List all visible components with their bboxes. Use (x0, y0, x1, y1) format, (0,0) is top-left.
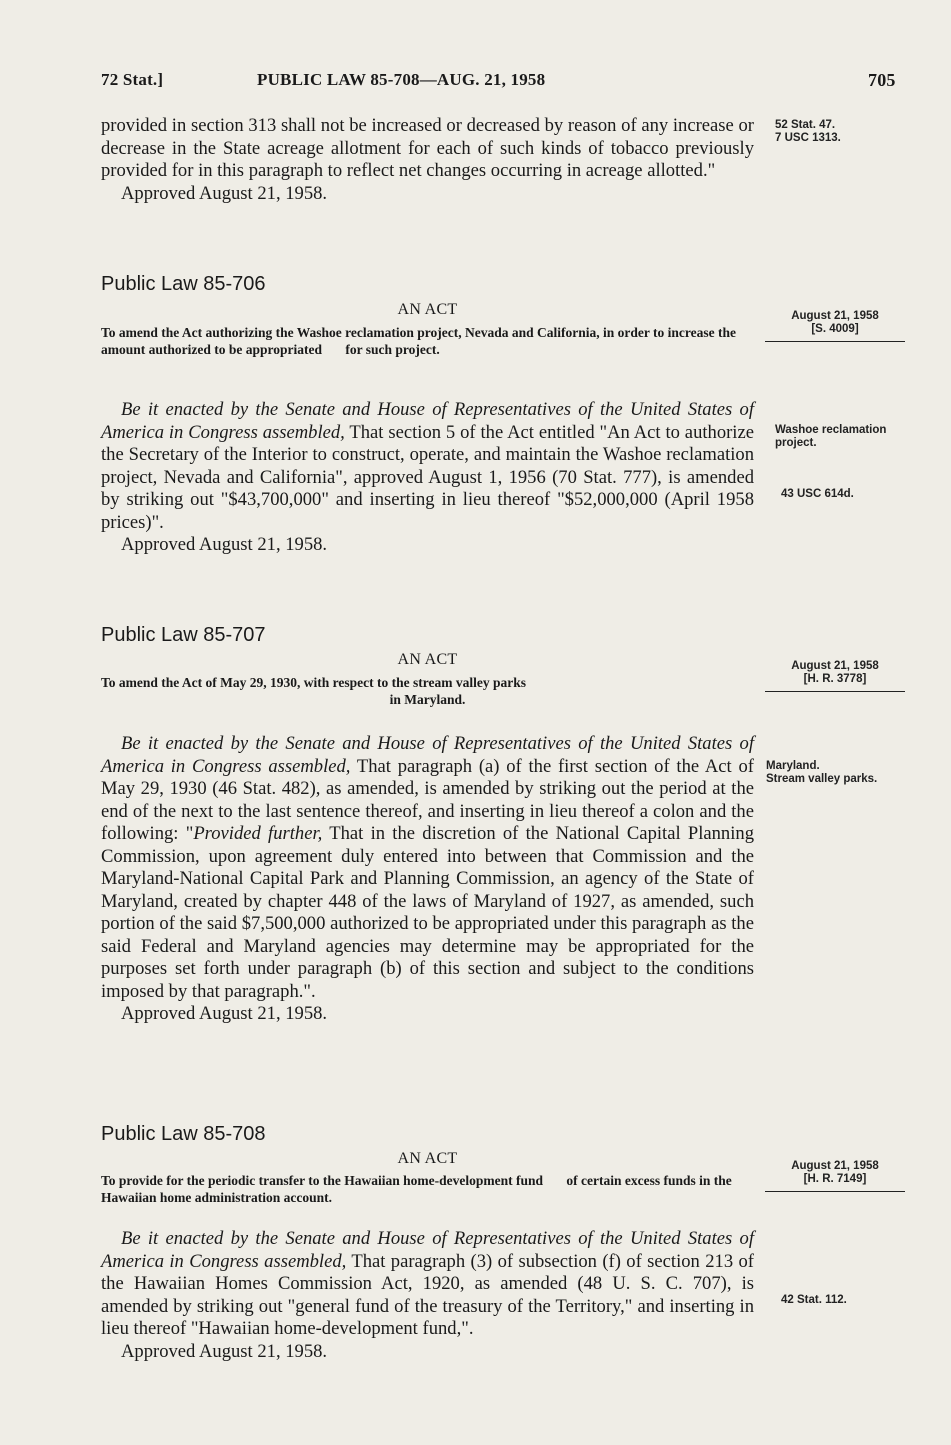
law-706-date-block (765, 310, 905, 342)
law-707-text (101, 733, 754, 1026)
law-706-purpose (101, 324, 754, 358)
law-706-act-heading: AN ACT (397, 301, 458, 318)
law-706-enacting-clause: Be it enacted by the Senate and House of Representatives of the United States of America in Congress assembled, (101, 399, 754, 443)
page-number: 705 (868, 70, 896, 90)
continuation-approved: Approved August 21, 1958. (121, 182, 328, 204)
law-707-date: August 21, 1958 (791, 660, 879, 672)
law-706-approved: Approved August 21, 1958. (121, 534, 328, 555)
law-708-purpose-line-1: To provide for the periodic transfer to the Hawaiian home-development fund (101, 1173, 543, 1188)
margin-note-line-1: 52 Stat. 47. (775, 119, 836, 131)
header-stat-reference: 72 Stat.] (101, 70, 164, 89)
law-707-margin (766, 760, 906, 786)
law-706-title: Public Law 85-706 (101, 273, 266, 295)
margin-note-stat (775, 119, 841, 145)
law-706-body: That section 5 of the Act entitled "An Act to authorize the Secretary of the Interior to construct, operate, and maintain the Washoe reclamation project, Nevada and California", approved August 1, 1956 (70 Stat. 777), is amended by striking out "$43,700,000" and inserting in lieu thereof "$52,000,000 (April 1958 prices)". (101, 421, 754, 533)
law-707-purpose (101, 674, 754, 708)
law-706-date: August 21, 1958 (791, 310, 879, 322)
law-707-title: Public Law 85-707 (101, 624, 266, 646)
law-706-purpose-line-1: To amend the Act authorizing the Washoe reclamation project, Nevada and California, in order to increase the amount authorized to be appropriated (101, 325, 736, 357)
law-707-approved: Approved August 21, 1958. (121, 1003, 328, 1024)
continuation-text: provided in section 313 shall not be increased or decreased by reason of any increase or decrease in the State acreage allotment for each of such kinds of tobacco previously provided for in this paragraph to reflect net changes occurring in acreage allotted." (101, 115, 754, 181)
law-707-purpose-line-1: To amend the Act of May 29, 1930, with respect to the stream valley parks (101, 675, 526, 690)
law-706-bill: [S. 4009] (811, 323, 859, 335)
law-707-date-block (765, 660, 905, 692)
law-708-purpose (101, 1172, 754, 1206)
law-707-proviso: Provided further, (193, 823, 323, 844)
law-708-date: August 21, 1958 (791, 1160, 879, 1172)
law-708-enacting-clause: Be it enacted by the Senate and House of Representatives of the United States of America in Congress assembled, (101, 1228, 754, 1272)
law-708-rule (765, 1191, 905, 1192)
margin-note-line-2: 7 USC 1313. (775, 132, 841, 144)
law-708-date-block (765, 1160, 905, 1192)
law-706-margin-subject: Washoe reclamation project. (775, 424, 887, 449)
law-708-approved: Approved August 21, 1958. (121, 1340, 328, 1362)
law-708-margin-cite: 42 Stat. 112. (781, 1294, 847, 1306)
law-707-purpose-line-2: in Maryland. (389, 692, 466, 707)
law-706-text (101, 399, 754, 557)
law-708-purpose-line-2: of certain excess funds in the Hawaiian home administration account. (101, 1173, 732, 1205)
law-708-title: Public Law 85-708 (101, 1123, 266, 1145)
law-707-enacting-clause: Be it enacted by the Senate and House of Representatives of the United States of America in Congress assembled, (101, 733, 754, 777)
law-708-act-heading: AN ACT (397, 1150, 458, 1167)
continuation-section (101, 115, 754, 205)
law-707-body-1: That paragraph (a) of the first section of the Act of May 29, 1930 (46 Stat. 482), as amended, is amended by striking out the period at the end of the next to the last sentence thereof, and inserting in lieu thereof a colon and the following: " (101, 755, 754, 844)
law-707-margin-subject: Stream valley parks. (766, 773, 878, 785)
law-706-rule (765, 341, 905, 342)
law-707-body-2: That in the discretion of the National Capital Planning Commission, upon agreement duly entered into between that Commission and the Maryland-National Capital Park and Planning Commission, an agency of the State of Maryland, created by chapter 448 of the laws of Maryland of 1927, as amended, such portion of the said $7,500,000 authorized to be appropriated under this paragraph as the said Federal and Maryland agencies may determine may be appropriated for the purposes set forth under paragraph (b) of this section and subject to the conditions imposed by that paragraph.". (101, 823, 754, 1002)
law-708-body: That paragraph (3) of subsection (f) of section 213 of the Hawaiian Homes Commission Act, 1920, as amended (48 U. S. C. 707), is amended by striking out "general fund of the treasury of the Territory," and inserting in lieu thereof "Hawaiian home-development fund,". (101, 1250, 754, 1339)
law-707-bill: [H. R. 3778] (803, 673, 867, 685)
law-707-act-heading: AN ACT (397, 651, 458, 668)
law-706-margin-cite: 43 USC 614d. (781, 488, 854, 500)
law-707-rule (765, 691, 905, 692)
law-707-margin-state: Maryland. (766, 760, 820, 772)
law-708-text (101, 1228, 754, 1363)
header-title: PUBLIC LAW 85-708—AUG. 21, 1958 (257, 70, 546, 89)
law-708-bill: [H. R. 7149] (803, 1173, 867, 1185)
law-706-purpose-line-2: for such project. (345, 342, 440, 357)
